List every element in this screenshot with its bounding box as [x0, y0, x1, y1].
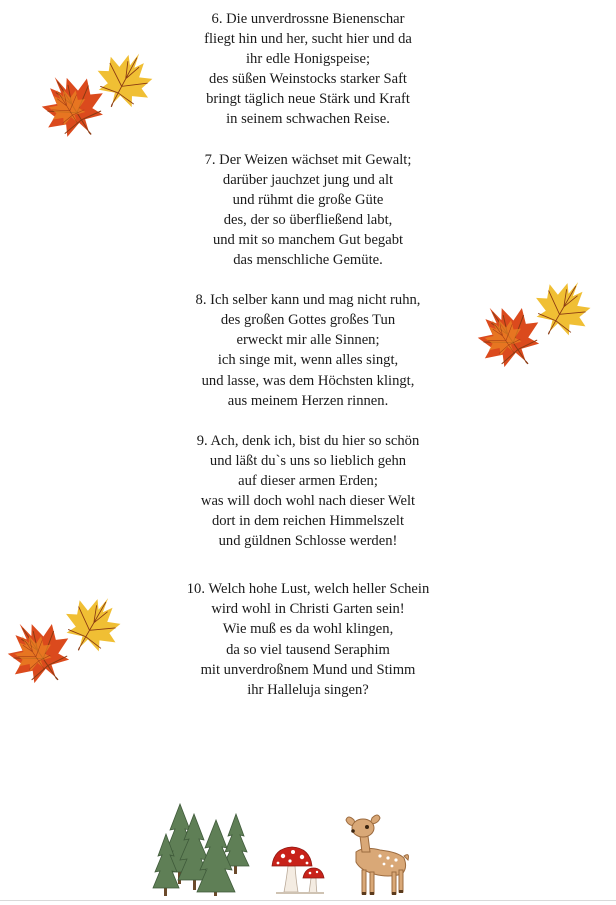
verse-line: fliegt hin und her, sucht hier und da [204, 31, 412, 48]
verse-line: des süßen Weinstocks starker Saft [209, 71, 407, 88]
verse-line: dort in dem reichen Himmelszelt [211, 513, 405, 530]
verse-line: 9. Ach, denk ich, bist du hier so schön [196, 432, 420, 449]
autumn-leaves-icon [4, 594, 128, 694]
fawn-icon [344, 812, 416, 898]
verse-line: und lasse, was dem Höchsten klingt, [201, 372, 415, 389]
verse-line: und läßt du`s uns so lieblich gehn [209, 452, 407, 469]
mushroom-icon [270, 844, 330, 896]
verse-line: des, der so überfließend labt, [223, 211, 393, 228]
verse-line: Wie muß es da wohl klingen, [222, 621, 394, 638]
verse-line: auf dieser armen Erden; [238, 472, 378, 489]
verse-line: ich singe mit, wenn alles singt, [217, 352, 399, 369]
verse-line: und mit so manchem Gut begabt [212, 231, 404, 248]
verse-line: ihr edle Honigspeise; [245, 51, 371, 68]
verse-line: 8. Ich selber kann und mag nicht ruhn, [195, 292, 421, 309]
verse-line: in seinem schwachen Reise. [226, 111, 390, 128]
verse-line: darüber jauchzet jung und alt [222, 171, 394, 188]
verse-line: und güldnen Schlosse werden! [218, 533, 398, 550]
stanza-9 [0, 431, 616, 552]
page-bottom-divider [0, 900, 616, 901]
autumn-leaves-icon [474, 278, 598, 378]
verse-line: 10. Welch hohe Lust, welch heller Schein [186, 581, 430, 598]
verse-line: 7. Der Weizen wächset mit Gewalt; [204, 151, 412, 168]
verse-line: aus meinem Herzen rinnen. [227, 392, 389, 409]
verse-line: bringt täglich neue Stärk und Kraft [206, 91, 410, 108]
verse-line: des großen Gottes großes Tun [220, 312, 396, 329]
pine-trees-icon [152, 800, 252, 900]
verse-line: und rühmt die große Güte [232, 191, 384, 208]
verse-line: da so viel tausend Seraphim [226, 641, 390, 658]
verse-line: mit unverdroßnem Mund und Stimm [200, 661, 416, 678]
verse-line: erweckt mir alle Sinnen; [236, 332, 380, 349]
verse-line: das menschliche Gemüte. [233, 252, 383, 269]
autumn-leaves-icon [38, 48, 162, 148]
stanza-7 [0, 150, 616, 271]
verse-line: wird wohl in Christi Garten sein! [211, 601, 405, 618]
verse-line: 6. Die unverdrossne Bienenschar [211, 11, 405, 27]
verse-line: was will doch wohl nach dieser Welt [200, 492, 416, 509]
verse-line: ihr Halleluja singen? [247, 681, 369, 698]
